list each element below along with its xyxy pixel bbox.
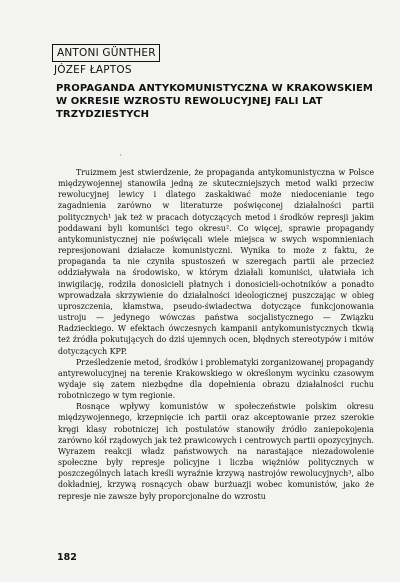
authors-block bbox=[52, 41, 160, 77]
paragraph: Rosnące wpływy komunistów w społeczeństwie polskim okresu międzywojennego, krzepnięcie ich partii oraz akceptowanie przez szerokie kręgi klasy robotniczej ich postulatów stanowiły źródło zaniepokojenia zarówno kół rządowych jak też prawicowych i centrowych partii opozycyjnych. Wyrazem reakcji władz państwowych na narastające niezadowolenie społeczne były represje policyjne i liczba więźniów politycznych w poszczególnych latach kreśli wyraźnie krzywą nastrojów rewolucyjnych³, albo dokładniej, krzywą rosnących obaw burżuazji wobec komunistów, jako że represje nie zawsze były proporcjonalne do wzrostu bbox=[58, 402, 374, 501]
article-body bbox=[58, 167, 374, 502]
paragraph: Truizmem jest stwierdzenie, że propaganda antykomunistyczna w Polsce międzywojennej stanowiła jedną ze skuteczniejszych metod walki przeciw rewolucyjnej lewicy i dlatego zaskakiwać może niedocenianie tego zagadnienia zarówno w literaturze poświęconej działalności partii politycznych¹ jak też w pracach dotyczących metod i środków represji jakim poddawani byli komuniści tego okresu². Co więcej, sprawie propagandy antykomunistycznej nie poświęcali wiele miejsca w swych wspomnieniach represjonowani działacze komunistyczni. Wynika to może z faktu, że propaganda ta nie czyniła spustoszeń w szeregach partii ale przecież oddziaływała na środowisko, w którym działali komuniści, ułatwiała ich inwigilację, rodziła donosicieli płatnych i donosicieli-ochotników a ponadto wprowadzała skrzywienie do działalności ideologicznej puszczając w obieg uproszczenia, kłamstwa, pseudo-świadectwa dotyczące funkcjonowania ustroju — jedynego wówczas państwa socjalistycznego — Związku Radzieckiego. W efektach ówczesnych kampanii antykomunistycznych tkwią też źródła pokutujących do dziś ujemnych ocen, błędnych stereotypów i mitów dotyczących KPP. bbox=[58, 168, 374, 356]
ink-mark: ' bbox=[120, 154, 122, 161]
article-title: PROPAGANDA ANTYKOMUNISTYCZNA W KRAKOWSKIEM W OKRESIE WZROSTU REWOLUCYJNEJ FALI LAT TRZYDZIESTYCH bbox=[56, 83, 373, 120]
paragraph: Prześledzenie metod, środków i problematyki zorganizowanej propagandy antyrewolucyjnej na terenie Krakowskiego w określonym wycinku czasowym wydaje się zatem niezbędne dla dopełnienia obrazu działalności ruchu robotniczego w tym regionie. bbox=[58, 357, 374, 401]
author-name: JÓZEF ŁAPTOS bbox=[54, 64, 132, 76]
page-number: 182 bbox=[57, 552, 77, 563]
author-name-boxed: ANTONI GÜNTHER bbox=[52, 44, 160, 62]
